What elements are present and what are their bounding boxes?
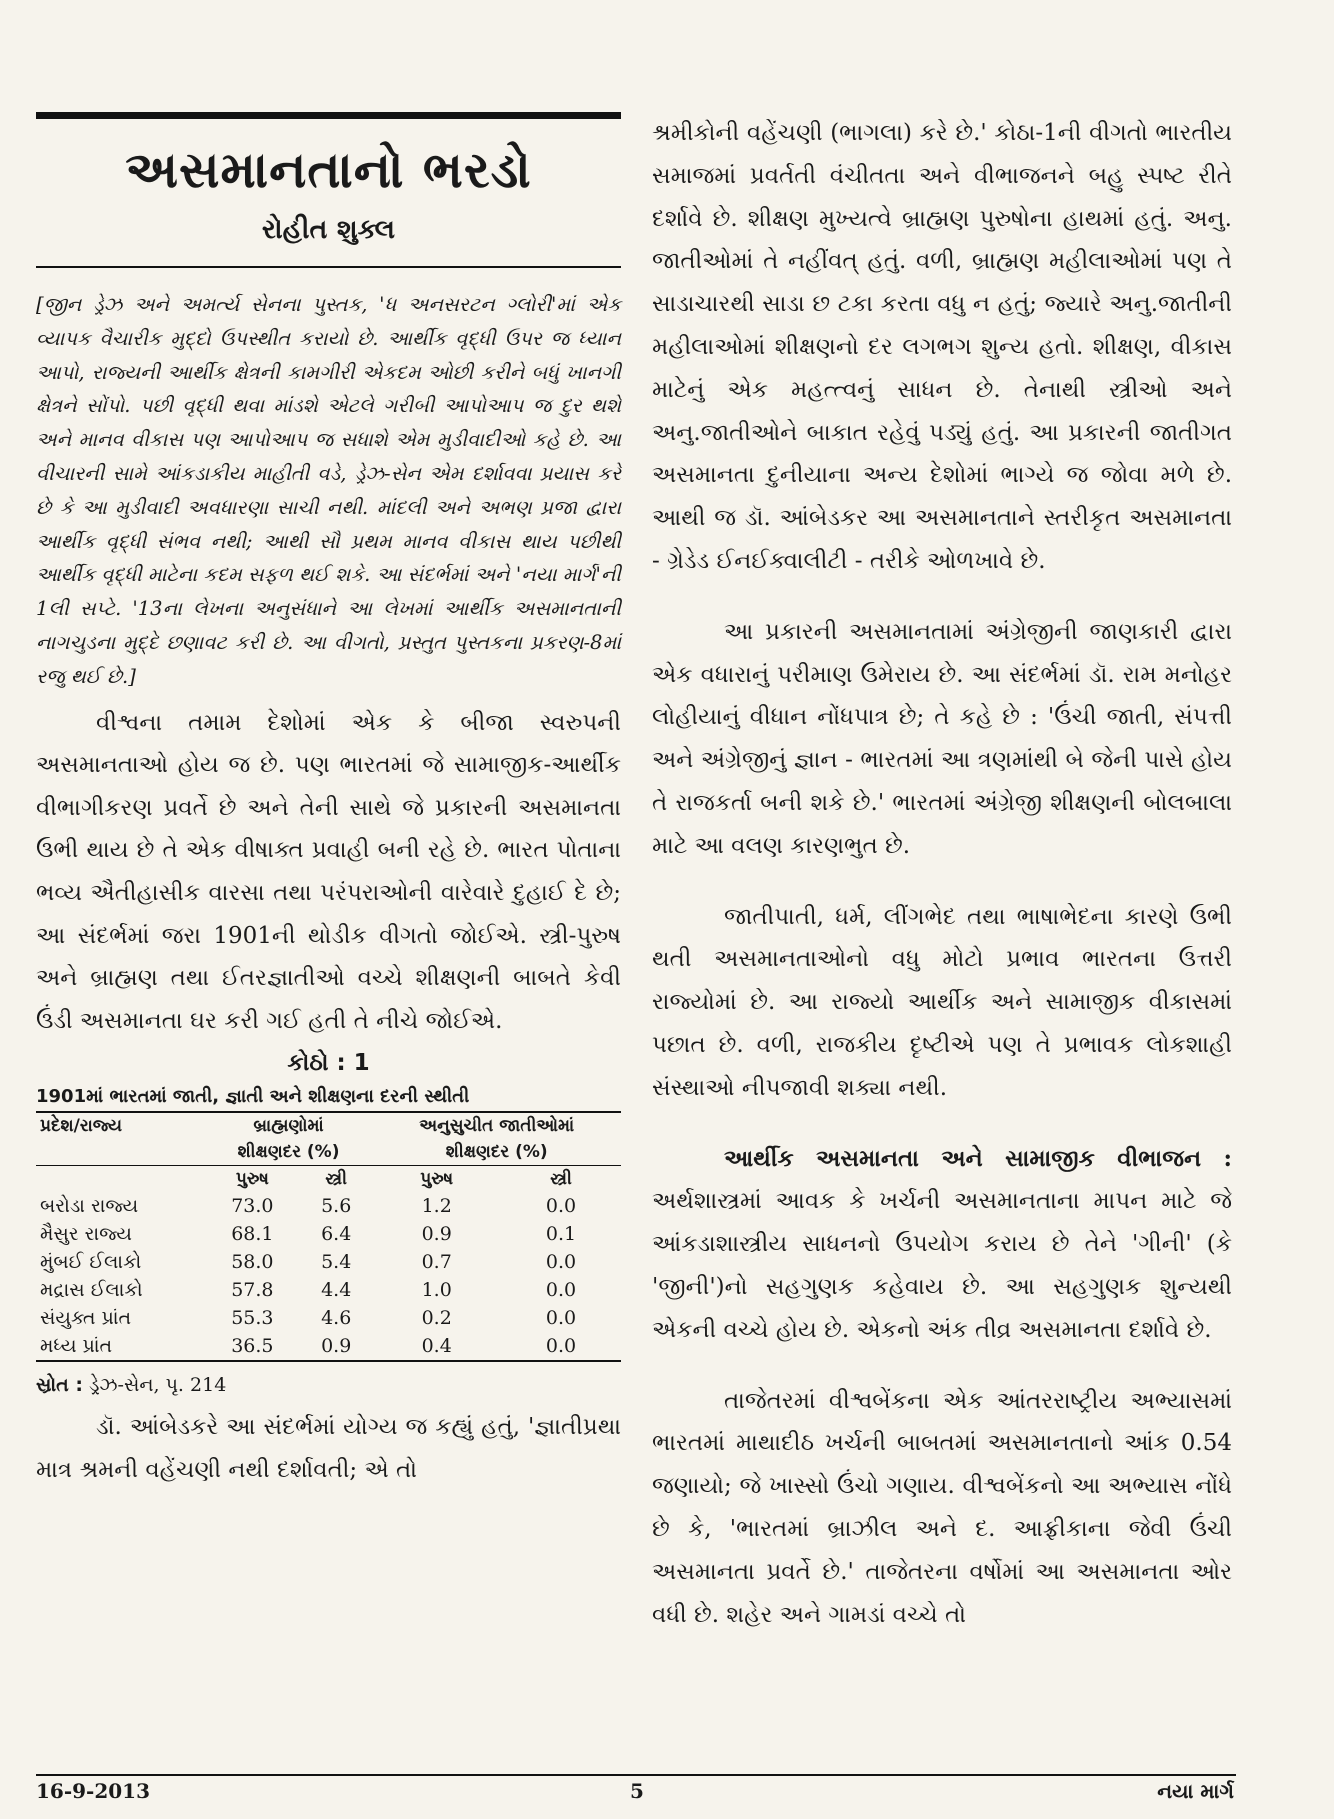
cell-value: 0.9	[321, 1335, 352, 1358]
author-bottom-rule	[36, 266, 621, 268]
table-title: કોઠો : 1	[287, 1050, 370, 1077]
cell-value: 4.4	[321, 1279, 352, 1302]
issue-date: 16-9-2013	[36, 1779, 151, 1803]
cell-value: 58.0	[231, 1251, 274, 1274]
cell-value: 55.3	[231, 1307, 274, 1330]
cell-value: 0.9	[421, 1223, 452, 1246]
cell-region: મદ્રાસ ઈલાકો	[40, 1279, 143, 1302]
magazine-name: નયા માર્ગ	[1157, 1779, 1234, 1803]
cell-value: 4.6	[321, 1307, 352, 1330]
cell-value: 0.1	[545, 1223, 577, 1246]
table-row	[36, 1220, 621, 1248]
header-sc: અનુસુચીત જાતીઓમાં	[419, 1116, 575, 1137]
header-sc-female: સ્ત્રી	[550, 1169, 572, 1190]
paragraph-2: ડૉ. આંબેડકરે આ સંદર્ભમાં યોગ્ય જ કહ્યું હતું, 'જ્ઞાતીપ્રથા માત્ર શ્રમની વહેંચણી નથી દર્શાવતી; એ તો	[36, 1414, 621, 1483]
source-label: સ્રોત :	[36, 1374, 83, 1397]
section-text: અર્થશાસ્ત્રમાં આવક કે ખર્ચની અસમાનતાના માપન માટે જે આંકડાશાસ્ત્રીય સાધનનો ઉપયોગ કરાય છે તેને 'ગીની' (કે 'જીની')નો સહગુણક કહેવાય છે. આ સહગુણક શુન્યથી એકની વચ્ચે હોય છે. એકનો અંક તીવ્ર અસમાનતા દર્શાવે છે.	[652, 1188, 1232, 1343]
cell-region: મૈસુર રાજ્ય	[40, 1223, 132, 1246]
table-row	[36, 1276, 621, 1304]
cell-value: 5.4	[321, 1251, 352, 1274]
cell-value: 1.2	[421, 1195, 452, 1218]
table-source	[36, 1374, 621, 1396]
cell-value: 0.4	[421, 1335, 452, 1358]
right-paragraph-1: શ્રમીકોની વહેંચણી (ભાગલા) કરે છે.' કોઠા-1ની વીગતો ભારતીય સમાજમાં પ્રવર્તતી વંચીતતા અને વીભાજનને બહુ સ્પષ્ટ રીતે દર્શાવે છે. શીક્ષણ મુખ્યત્વે બ્રાહ્મણ પુરુષોના હાથમાં હતું. અનુ. જાતીઓમાં તે નહીંવત્ હતું. વળી, બ્રાહ્મણ મહીલાઓમાં પણ તે સાડાચારથી સાડા છ ટકા કરતા વધુ ન હતું; જ્યારે અનુ.જાતીની મહીલાઓમાં શીક્ષણનો દર લગભગ શુન્ય હતો. શીક્ષણ, વીકાસ માટેનું એક મહત્ત્વનું સાધન છે. તેનાથી સ્ત્રીઓ અને અનુ.જાતીઓને બાકાત રહેવું પડ્યું હતું. આ પ્રકારની જાતીગત અસમાનતા દુનીયાના અન્ય દેશોમાં ભાગ્યે જ જોવા મળે છે. આથી જ ડૉ. આંબેડકર આ અસમાનતાને સ્તરીકૃત અસમાનતા - ગ્રેડેડ ઈનઈક્વાલીટી - તરીકે ઓળખાવે છે.	[652, 120, 1232, 574]
cell-region: મધ્ય પ્રાંત	[40, 1335, 113, 1358]
table-row	[36, 1332, 621, 1361]
right-paragraph-4	[652, 1138, 1232, 1352]
page-number: 5	[630, 1779, 644, 1803]
footer-rule	[36, 1774, 1236, 1776]
header-region: પ્રદેશ/રાજ્ય	[40, 1116, 123, 1137]
left-column	[36, 112, 621, 1492]
header-brahmin-female: સ્ત્રી	[325, 1169, 347, 1190]
cell-region: મુંબઈ ઈલાકો	[40, 1251, 142, 1274]
header-brahmin: બ્રાહ્મણોમાં	[253, 1116, 324, 1137]
cell-value: 1.0	[421, 1279, 452, 1302]
cell-value: 0.0	[545, 1307, 577, 1330]
cell-value: 5.6	[321, 1195, 352, 1218]
cell-region: સંયુક્ત પ્રાંત	[40, 1307, 132, 1330]
cell-value: 0.2	[421, 1307, 452, 1330]
header-brahmin-male: પુરુષ	[235, 1169, 269, 1190]
section-heading: આર્થીક અસમાનતા અને સામાજીક વીભાજન :	[724, 1144, 1232, 1172]
table-row	[36, 1248, 621, 1276]
cell-value: 0.0	[545, 1195, 577, 1218]
right-column	[652, 112, 1232, 1664]
cell-value: 0.0	[545, 1251, 577, 1274]
source-text: ડ્રેઝ-સેન, પૃ. 214	[89, 1374, 227, 1397]
table-row	[36, 1192, 621, 1220]
cell-value: 57.8	[231, 1279, 274, 1302]
cell-value: 73.0	[231, 1195, 274, 1218]
intro-paragraph: [જીન ડ્રેઝ અને અમર્ત્ય સેનના પુસ્તક, 'ધ અનસરટન ગ્લોરી'માં એક વ્યાપક વૈચારીક મુદ્દો ઉપસ્થીત કરાયો છે. આર્થીક વૃદ્ધી ઉપર જ ધ્યાન આપો, રાજ્યની આર્થીક ક્ષેત્રની કામગીરી એકદમ ઓછી કરીને બધું ખાનગી ક્ષેત્રને સોંપો. પછી વૃદ્ધી થવા માંડશે એટલે ગરીબી આપોઆપ જ દુર થશે અને માનવ વીકાસ પણ આપોઆપ જ સધાશે એમ મુડીવાદીઓ કહે છે. આ વીચારની સામે આંકડાકીય માહીતી વડે, ડ્રેઝ-સેન એમ દર્શાવવા પ્રયાસ કરે છે કે આ મુડીવાદી અવધારણા સાચી નથી. માંદલી અને અભણ પ્રજા દ્વારા આર્થીક વૃદ્ધી સંભવ નથી; આથી સૌ પ્રથમ માનવ વીકાસ થાય પછીથી આર્થીક વૃદ્ધી માટેના કદમ સફળ થઈ શકે. આ સંદર્ભમાં અને 'નયા માર્ગ'ની 1લી સપ્ટે. '13ના લેખના અનુસંધાને આ લેખમાં આર્થીક અસમાનતાની નાગચુડના મુદ્દે છણાવટ કરી છે. આ વીગતો, પ્રસ્તુત પુસ્તકના પ્રકરણ-8માં રજુ થઈ છે.]	[36, 293, 621, 688]
education-table	[36, 1111, 621, 1362]
cell-value: 0.0	[545, 1335, 577, 1358]
article-author: રોહીત શુક્લ	[261, 214, 396, 245]
cell-value: 6.4	[321, 1223, 352, 1246]
article-title: અસમાનતાનો ભરડો	[125, 141, 532, 199]
header-brahmin-sub: શીક્ષણદર (%)	[237, 1142, 340, 1163]
cell-value: 36.5	[231, 1335, 274, 1358]
cell-value: 68.1	[231, 1223, 274, 1246]
paragraph-1: વીશ્વના તમામ દેશોમાં એક કે બીજા સ્વરુપની અસમાનતાઓ હોય જ છે. પણ ભારતમાં જે સામાજીક-આર્થીક વીભાગીકરણ પ્રવર્તે છે અને તેની સાથે જે પ્રકારની અસમાનતા ઉભી થાય છે તે એક વીષાક્ત પ્રવાહી બની રહે છે. ભારત પોતાના ભવ્ય ઐતીહાસીક વારસા તથા પરંપરાઓની વારેવારે દુહાઈ દે છે; આ સંદર્ભમાં જરા 1901ની થોડીક વીગતો જોઈએ. સ્ત્રી-પુરુષ અને બ્રાહ્મણ તથા ઈતરજ્ઞાતીઓ વચ્ચે શીક્ષણની બાબતે કેવી ઉંડી અસમાનતા ઘર કરી ગઈ હતી તે નીચે જોઈએ.	[36, 709, 621, 1034]
cell-region: બરોડા રાજ્ય	[40, 1195, 139, 1218]
right-paragraph-5: તાજેતરમાં વીશ્વબેંકના એક આંતરરાષ્ટ્રીય અભ્યાસમાં ભારતમાં માથાદીઠ ખર્ચની બાબતમાં અસમાનતાનો આંક 0.54 જણાયો; જે ખાસ્સો ઉંચો ગણાય. વીશ્વબેંકનો આ અભ્યાસ નોંધે છે કે, 'ભારતમાં બ્રાઝીલ અને દ. આફ્રીકાના જેવી ઉંચી અસમાનતા પ્રવર્તે છે.' તાજેતરના વર્ષોમાં આ અસમાનતા ઓર વધી છે. શહેર અને ગામડાં વચ્ચે તો	[652, 1387, 1232, 1628]
header-sc-sub: શીક્ષણદર (%)	[445, 1142, 548, 1163]
header-sc-male: પુરુષ	[420, 1169, 454, 1190]
cell-value: 0.0	[545, 1279, 577, 1302]
right-paragraph-2: આ પ્રકારની અસમાનતામાં અંગ્રેજીની જાણકારી દ્વારા એક વધારાનું પરીમાણ ઉમેરાય છે. આ સંદર્ભમાં ડૉ. રામ મનોહર લોહીયાનું વીધાન નોંધપાત્ર છે; તે કહે છે : 'ઉંચી જાતી, સંપત્તી અને અંગ્રેજીનું જ્ઞાન - ભારતમાં આ ત્રણમાંથી બે જેની પાસે હોય તે રાજકર્તા બની શકે છે.' ભારતમાં અંગ્રેજી શીક્ષણની બોલબાલા માટે આ વલણ કારણભુત છે.	[652, 618, 1232, 859]
table-row	[36, 1304, 621, 1332]
cell-value: 0.7	[421, 1251, 452, 1274]
title-top-rule	[36, 112, 621, 119]
right-paragraph-3: જાતીપાતી, ધર્મ, લીંગભેદ તથા ભાષાભેદના કારણે ઉભી થતી અસમાનતાઓનો વધુ મોટો પ્રભાવ ભારતના ઉત્તરી રાજ્યોમાં છે. આ રાજ્યો આર્થીક અને સામાજીક વીકાસમાં પછાત છે. વળી, રાજકીય દૃષ્ટીએ પણ તે પ્રભાવક લોકશાહી સંસ્થાઓ નીપજાવી શક્યા નથી.	[652, 903, 1232, 1101]
table-subtitle: 1901માં ભારતમાં જાતી, જ્ઞાતી અને શીક્ષણના દરની સ્થીતી	[36, 1086, 470, 1108]
